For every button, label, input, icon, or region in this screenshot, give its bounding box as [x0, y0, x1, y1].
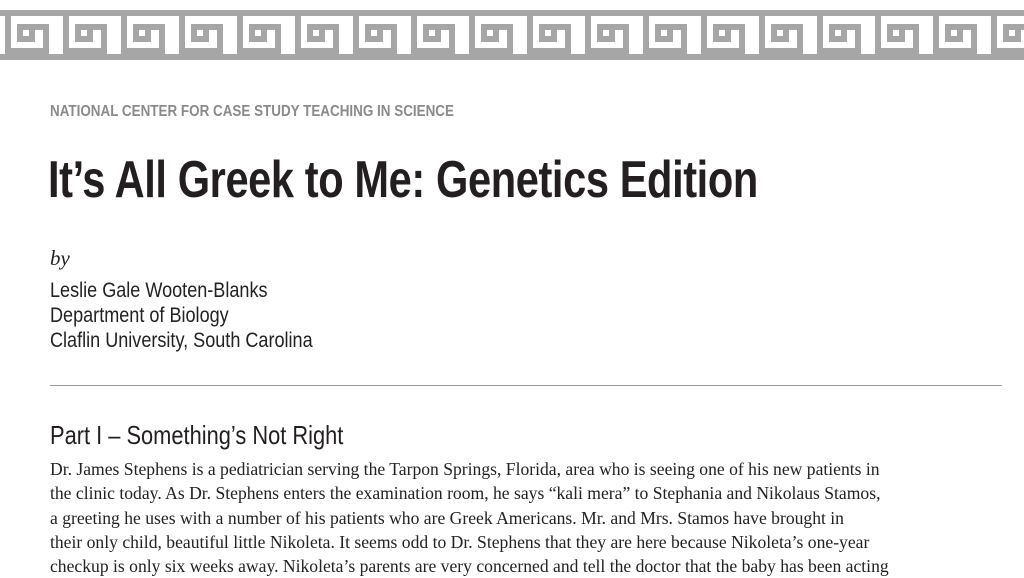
author-department: Department of Biology [50, 304, 229, 327]
byline-by: by [50, 246, 70, 270]
body-line: checkup is only six weeks away. Nikoleta’s parents are very concerned and tell the doctor that the baby has been acting [50, 556, 889, 577]
body-line: Dr. James Stephens is a pediatrician serving the Tarpon Springs, Florida, area who is seeing one of his new patients in [50, 459, 880, 479]
greek-key-border [0, 10, 1024, 60]
document-title: It’s All Greek to Me: Genetics Edition [48, 151, 758, 209]
author-block [50, 278, 313, 353]
author-institution: Claflin University, South Carolina [50, 329, 313, 352]
body-line: their only child, beautiful little Nikoleta. It seems odd to Dr. Stephens that they are here because Nikoleta’s one-year [50, 531, 870, 552]
body-line: the clinic today. As Dr. Stephens enters the examination room, he says “kali mera” to Stephania and Nikolaus Stamos, [50, 483, 881, 504]
section-body [50, 457, 1010, 578]
organization-name: NATIONAL CENTER FOR CASE STUDY TEACHING IN SCIENCE [50, 103, 454, 120]
section-divider [50, 385, 1002, 386]
section-heading: Part I – Something’s Not Right [50, 420, 344, 450]
body-line: a greeting he uses with a number of his patients who are Greek Americans. Mr. and Mrs. Stamos have brought in [50, 507, 844, 528]
author-name: Leslie Gale Wooten-Blanks [50, 279, 268, 302]
